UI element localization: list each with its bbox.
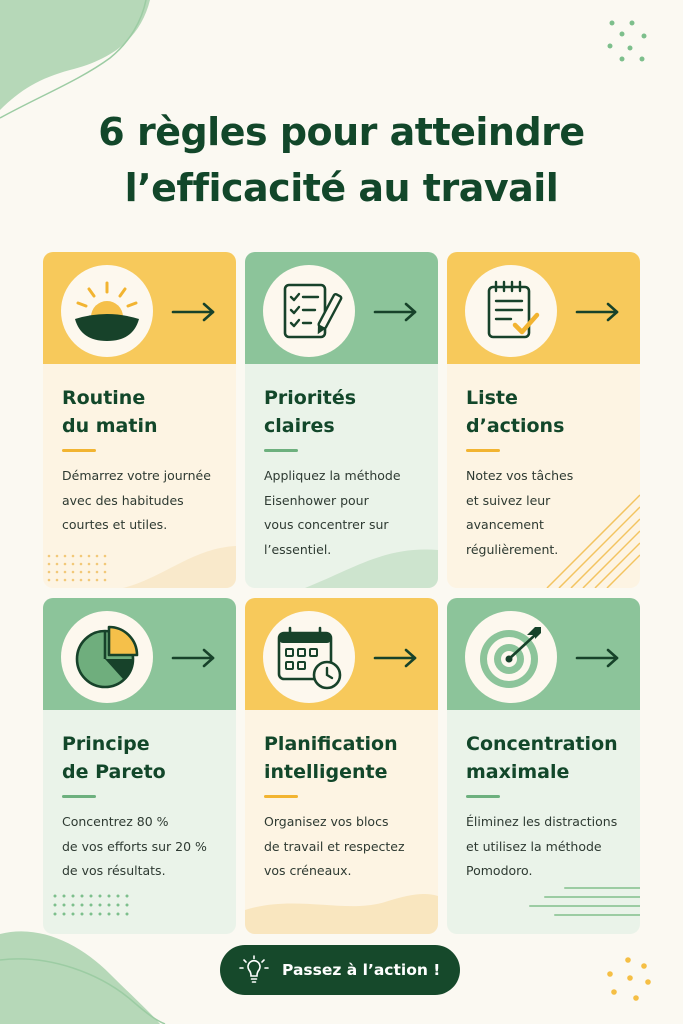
- arrow-right-icon: [575, 648, 621, 668]
- icon-circle: [61, 265, 153, 357]
- card-heading-line: Priorités: [264, 387, 357, 409]
- card-body-line: et suivez leur: [466, 492, 551, 508]
- card-body-line: Eisenhower pour: [264, 492, 369, 508]
- card-body-line: régulièrement.: [466, 541, 559, 557]
- lightbulb-icon: [234, 955, 274, 985]
- card-body-line: Appliquez la méthode: [264, 468, 401, 483]
- top-left-blob: [0, 0, 160, 120]
- card-decoration: [51, 892, 151, 932]
- pie-chart-icon: [61, 611, 153, 703]
- card-heading-line: d’actions: [466, 415, 565, 437]
- card-heading-line: Planification: [264, 733, 398, 755]
- card-decoration: [447, 488, 640, 588]
- card-heading-line: intelligente: [264, 761, 388, 783]
- card-body-line: de vos résultats.: [62, 863, 166, 878]
- target-icon: [465, 611, 557, 703]
- title-line-2: l’efficacité au travail: [124, 166, 559, 210]
- card-body-line: Éliminez les distractions: [466, 814, 618, 829]
- card-heading-line: claires: [264, 415, 335, 437]
- arrow-right-icon: [171, 302, 217, 322]
- card-body-line: et utilisez la méthode: [466, 838, 602, 854]
- card-body-line: de vos efforts sur 20 %: [62, 838, 207, 854]
- card-morning-routine: [43, 252, 236, 588]
- icon-circle: [61, 611, 153, 703]
- card-body-line: Pomodoro.: [466, 863, 533, 878]
- card-heading: [264, 384, 434, 440]
- icon-circle: [263, 611, 355, 703]
- card-heading: [62, 384, 232, 440]
- card-heading-line: Liste: [466, 387, 518, 409]
- arrow-right-icon: [373, 648, 419, 668]
- card-body-line: Concentrez 80 %: [62, 814, 169, 829]
- card-heading: [466, 730, 636, 786]
- card-smart-planning: [245, 598, 438, 934]
- card-body-line: Notez vos tâches: [466, 468, 574, 483]
- card-heading-line: Routine: [62, 387, 146, 409]
- arrow-right-icon: [373, 302, 419, 322]
- card-body-line: courtes et utiles.: [62, 517, 168, 532]
- card-action-list: [447, 252, 640, 588]
- card-decoration: [525, 884, 640, 924]
- card-decoration: [245, 874, 438, 934]
- call-to-action-button[interactable]: [220, 945, 460, 995]
- icon-circle: [465, 265, 557, 357]
- card-heading-line: du matin: [62, 415, 158, 437]
- heading-underline: [62, 795, 96, 798]
- page-title: [0, 104, 683, 216]
- card-body-line: de travail et respectez: [264, 838, 405, 854]
- card-body: [62, 464, 234, 538]
- card-heading: [62, 730, 232, 786]
- heading-underline: [466, 449, 500, 452]
- bottom-left-blob: [0, 924, 180, 1024]
- cta-label: Passez à l’action !: [282, 961, 441, 979]
- card-pareto-principle: [43, 598, 236, 934]
- arrow-right-icon: [171, 648, 217, 668]
- top-right-dots: [600, 14, 660, 64]
- card-body-line: Démarrez votre journée: [62, 468, 211, 483]
- card-body-line: avec des habitudes: [62, 492, 184, 508]
- calendar-clock-icon: [263, 611, 355, 703]
- bottom-right-dots: [600, 952, 660, 1008]
- card-body-line: l’essentiel.: [264, 541, 332, 557]
- checklist-pen-icon: [263, 265, 355, 357]
- card-decoration: [43, 528, 236, 588]
- card-body-line: vous concentrer sur: [264, 517, 389, 532]
- card-heading-line: Concentration: [466, 733, 618, 755]
- card-body: [466, 810, 638, 884]
- card-heading-line: maximale: [466, 761, 570, 783]
- card-clear-priorities: [245, 252, 438, 588]
- card-body-line: Organisez vos blocs: [264, 814, 389, 829]
- card-body-line: avancement: [466, 517, 544, 532]
- card-maximum-focus: [447, 598, 640, 934]
- card-body: [264, 810, 436, 884]
- heading-underline: [264, 795, 298, 798]
- heading-underline: [62, 449, 96, 452]
- notepad-check-icon: [465, 265, 557, 357]
- card-heading: [466, 384, 636, 440]
- title-line-1: 6 règles pour atteindre: [98, 110, 585, 154]
- heading-underline: [264, 449, 298, 452]
- icon-circle: [263, 265, 355, 357]
- heading-underline: [466, 795, 500, 798]
- card-heading-line: de Pareto: [62, 761, 166, 783]
- sunrise-icon: [61, 265, 153, 357]
- card-heading-line: Principe: [62, 733, 150, 755]
- card-body: [62, 810, 234, 884]
- card-heading: [264, 730, 434, 786]
- card-body-line: vos créneaux.: [264, 863, 352, 878]
- icon-circle: [465, 611, 557, 703]
- arrow-right-icon: [575, 302, 621, 322]
- card-decoration: [245, 528, 438, 588]
